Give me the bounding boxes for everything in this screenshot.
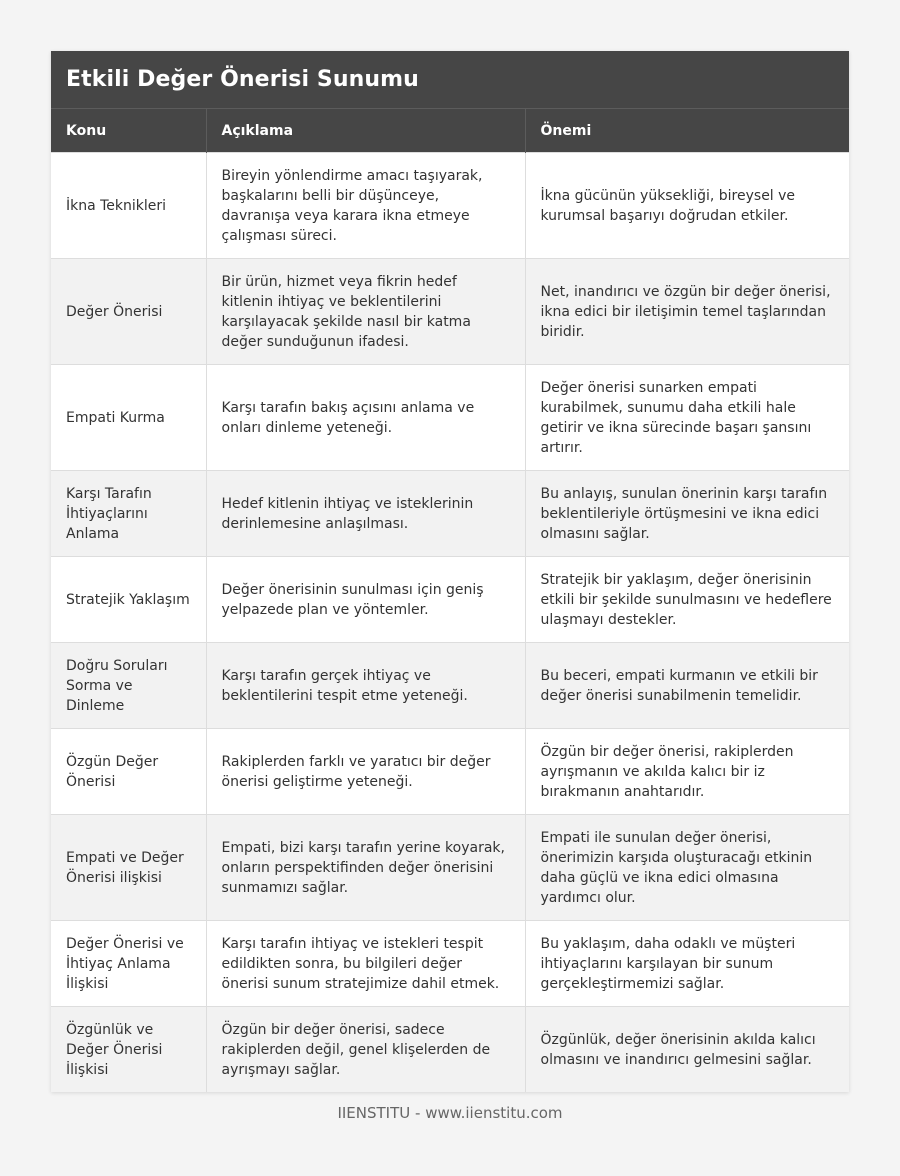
cell-description: Hedef kitlenin ihtiyaç ve isteklerinin derinlemesine anlaşılması. (206, 471, 525, 557)
cell-topic: Empati ve Değer Önerisi ilişkisi (51, 815, 206, 921)
table-row (51, 153, 849, 259)
cell-importance: Stratejik bir yaklaşım, değer önerisinin etkili bir şekilde sunulmasını ve hedeflere ulaşmayı destekler. (525, 557, 849, 643)
cell-description: Karşı tarafın ihtiyaç ve istekleri tespit edildikten sonra, bu bilgileri değer önerisi sunum stratejimize dahil etmek. (206, 921, 525, 1007)
cell-topic: Karşı Tarafın İhtiyaçlarını Anlama (51, 471, 206, 557)
cell-topic: Doğru Soruları Sorma ve Dinleme (51, 643, 206, 729)
cell-topic: Değer Önerisi (51, 259, 206, 365)
cell-topic: Özgünlük ve Değer Önerisi İlişkisi (51, 1007, 206, 1093)
cell-topic: Değer Önerisi ve İhtiyaç Anlama İlişkisi (51, 921, 206, 1007)
cell-importance: Bu yaklaşım, daha odaklı ve müşteri ihtiyaçlarını karşılayan bir sunum gerçekleştirmemizi sağlar. (525, 921, 849, 1007)
cell-topic: Stratejik Yaklaşım (51, 557, 206, 643)
column-header-description: Açıklama (206, 109, 525, 153)
cell-importance: Net, inandırıcı ve özgün bir değer önerisi, ikna edici bir iletişimin temel taşlarından biridir. (525, 259, 849, 365)
cell-description: Özgün bir değer önerisi, sadece rakiplerden değil, genel klişelerden de ayrışmayı sağlar. (206, 1007, 525, 1093)
cell-description: Bireyin yönlendirme amacı taşıyarak, başkalarını belli bir düşünceye, davranışa veya karara ikna etmeye çalışması süreci. (206, 153, 525, 259)
cell-importance: Özgünlük, değer önerisinin akılda kalıcı olmasını ve inandırıcı gelmesini sağlar. (525, 1007, 849, 1093)
table-row (51, 365, 849, 471)
cell-topic: Özgün Değer Önerisi (51, 729, 206, 815)
cell-description: Empati, bizi karşı tarafın yerine koyarak, onların perspektifinden değer önerisini sunmamızı sağlar. (206, 815, 525, 921)
column-header-importance: Önemi (525, 109, 849, 153)
column-header-topic: Konu (51, 109, 206, 153)
table-row (51, 471, 849, 557)
table-row (51, 643, 849, 729)
page-title: Etkili Değer Önerisi Sunumu (51, 51, 849, 108)
cell-importance: Özgün bir değer önerisi, rakiplerden ayrışmanın ve akılda kalıcı bir iz bırakmanın anahtarıdır. (525, 729, 849, 815)
cell-description: Bir ürün, hizmet veya fikrin hedef kitlenin ihtiyaç ve beklentilerini karşılayacak şekilde nasıl bir katma değer sunduğunun ifadesi. (206, 259, 525, 365)
cell-importance: Empati ile sunulan değer önerisi, önerimizin karşıda oluşturacağı etkinin daha güçlü ve ikna edici olmasına yardımcı olur. (525, 815, 849, 921)
cell-importance: Değer önerisi sunarken empati kurabilmek, sunumu daha etkili hale getirir ve ikna sürecinde başarı şansını artırır. (525, 365, 849, 471)
cell-topic: İkna Teknikleri (51, 153, 206, 259)
cell-importance: Bu beceri, empati kurmanın ve etkili bir değer önerisi sunabilmenin temelidir. (525, 643, 849, 729)
cell-importance: Bu anlayış, sunulan önerinin karşı tarafın beklentileriyle örtüşmesini ve ikna edici olmasını sağlar. (525, 471, 849, 557)
cell-description: Karşı tarafın gerçek ihtiyaç ve beklentilerini tespit etme yeteneği. (206, 643, 525, 729)
table-row (51, 921, 849, 1007)
content-card (51, 51, 849, 1092)
cell-topic: Empati Kurma (51, 365, 206, 471)
table-row (51, 1007, 849, 1093)
cell-description: Rakiplerden farklı ve yaratıcı bir değer önerisi geliştirme yeteneği. (206, 729, 525, 815)
table-row (51, 259, 849, 365)
table-row (51, 815, 849, 921)
table-header-row (51, 109, 849, 153)
table-row (51, 729, 849, 815)
footer-credit: IIENSTITU - www.iienstitu.com (337, 1104, 563, 1122)
data-table (51, 108, 849, 1092)
cell-importance: İkna gücünün yüksekliği, bireysel ve kurumsal başarıyı doğrudan etkiler. (525, 153, 849, 259)
cell-description: Karşı tarafın bakış açısını anlama ve onları dinleme yeteneği. (206, 365, 525, 471)
cell-description: Değer önerisinin sunulması için geniş yelpazede plan ve yöntemler. (206, 557, 525, 643)
table-row (51, 557, 849, 643)
